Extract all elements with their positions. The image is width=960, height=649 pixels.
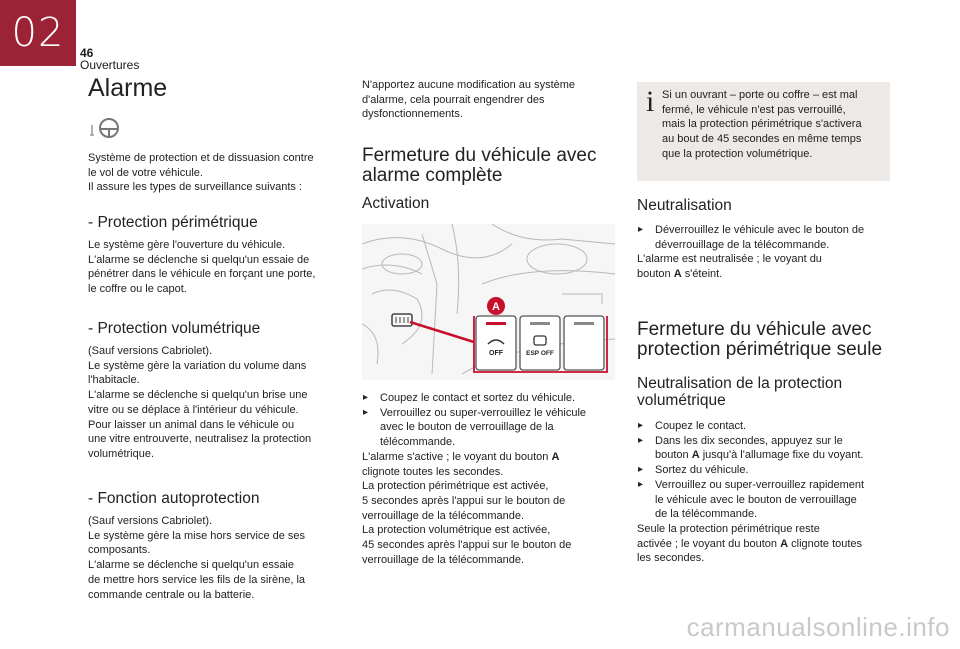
- autoprotection-text: (Sauf versions Cabriolet). Le système gère la mise hors service de ses composants. L'alarme se déclenche si quelqu'un essaie de mettre hors service les fils de la sirène, la commande centrale ou la batterie.: [88, 515, 306, 601]
- volumetric-text: (Sauf versions Cabriolet). Le système gère la variation du volume dans l'habitacle. L'alarme se déclenche si quelqu'un brise une vitre ou se déplace à l'intérieur du véhicule. Pour laisser un animal dans le véhicule ou une vitre entrouverte, neutralisez la protection volumétrique.: [88, 345, 312, 460]
- page-title: Alarme: [88, 74, 168, 102]
- alarm-steering-icon: [88, 115, 124, 141]
- page-number: 46: [80, 46, 94, 60]
- dashboard-illustration: [362, 224, 615, 380]
- activation-steps: ▸ Coupez le contact et sortez du véhicule. ▸ Verrouillez ou super-verrouillez le véhicule avec le bouton de verrouillage de la télécommande. L'alarme s'active ; le voyant du bouton A clignote toutes les secondes. La protection périmétrique est activée, 5 secondes après l'appui sur le bouton de verrouillage de la télécommande. La protection volumétrique est activée, 45 secondes après l'appui sur le bouton de verrouillage de la télécommande.: [362, 391, 624, 567]
- heading-neutral-volumetric: Neutralisation de la protection volumétrique: [637, 375, 843, 409]
- heading-perimetric-only: Fermeture du véhicule avec protection périmétrique seule: [637, 319, 883, 360]
- heading-complete-alarm: Fermeture du véhicule avec alarme complète: [362, 145, 597, 186]
- chapter-tab: [0, 0, 76, 66]
- off-label: OFF: [489, 350, 503, 357]
- neutralisation-text: ▸ Déverrouillez le véhicule avec le bouton de déverrouillage de la télécommande. L'alarme est neutralisée ; le voyant du bouton A s'éteint.: [637, 223, 897, 282]
- warning-text: N'apportez aucune modification au système d'alarme, cela pourrait engendrer des dysfonctionnements.: [362, 79, 576, 121]
- heading-activation: Activation: [362, 195, 430, 212]
- info-icon: i: [646, 85, 655, 118]
- esp-off-label: ESP OFF: [526, 350, 554, 357]
- info-text: Si un ouvrant – porte ou coffre – est mal fermé, le véhicule n'est pas verrouillé, mais la protection périmétrique s'activera au bout de 45 secondes en même temps que la protection volumétrique.: [662, 89, 862, 160]
- marker-a: A: [492, 301, 500, 313]
- section-name: Ouvertures: [80, 58, 140, 72]
- dashboard-drawing: [362, 224, 615, 380]
- chapter-number: 02: [11, 10, 65, 56]
- perimetric-text: Le système gère l'ouverture du véhicule. L'alarme se déclenche si quelqu'un essaie de pénétrer dans le véhicule en forçant une porte, le coffre ou le capot.: [88, 239, 316, 296]
- heading-neutralisation: Neutralisation: [637, 197, 732, 214]
- heading-autoprotection: - Fonction autoprotection: [88, 490, 260, 507]
- heading-volumetric: - Protection volumétrique: [88, 320, 261, 337]
- intro-text: Système de protection et de dissuasion contre le vol de votre véhicule. Il assure les types de surveillance suivants :: [88, 152, 314, 194]
- watermark: carmanualsonline.info: [686, 612, 950, 642]
- perimetric-only-steps: ▸ Coupez le contact. ▸ Dans les dix secondes, appuyez sur le bouton A jusqu'à l'allumage fixe du voyant. ▸ Sortez du véhicule. ▸ Verrouillez ou super-verrouillez rapidement le véhicule avec le bouton de verrouillage de la télécommande. Seule la protection périmétrique reste activée ; le voyant du bouton A clignote toutes les secondes.: [637, 419, 899, 566]
- heading-perimetric: - Protection périmétrique: [88, 214, 258, 231]
